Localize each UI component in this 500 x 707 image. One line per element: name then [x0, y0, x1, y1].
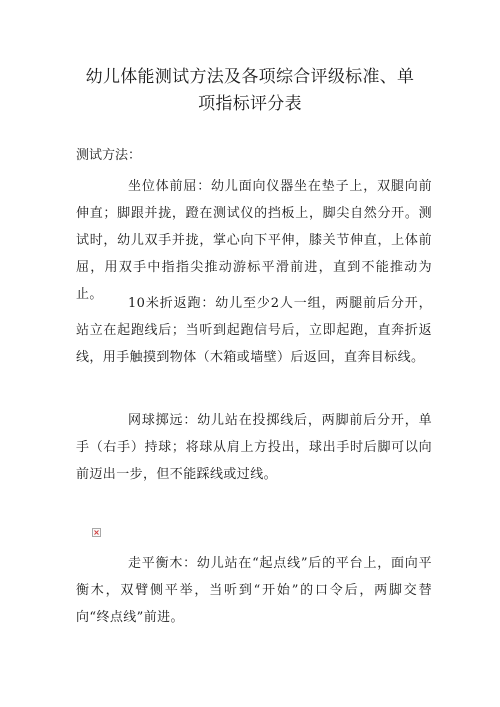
- paragraph-shuttle-run: 10米折返跑：幼儿至少2人一组，两腿前后分开，站立在起跑线后；当听到起跑信号后，立即起跑，直奔折返线，用手触摸到物体（木箱或墙壁）后返回，直奔目标线。: [76, 296, 432, 365]
- paragraph-balance-beam: 走平衡木：幼儿站在“起点线”后的平台上，面向平衡木，双臂侧平举，当听到“开始”的口令后，两脚交替向“终点线”前进。: [76, 556, 432, 625]
- title-line-1: 幼儿体能测试方法及各项综合评级标准、单: [85, 67, 415, 87]
- paragraph-sit-and-reach: 坐位体前屈：幼儿面向仪器坐在垫子上，双腿向前伸直；脚跟并拢，蹬在测试仪的挡板上，脚尖自然分开。测试时，幼儿双手并拢，掌心向下平伸，膝关节伸直，上体前屈，用双手中指指尖推动游标平滑前进，直到不能推动为止。: [76, 179, 432, 302]
- document-title: [60, 64, 440, 118]
- paragraph-tennis-ball-throw: 网球掷远：幼儿站在投掷线后，两脚前后分开，单手（右手）持球；将球从肩上方投出，球出手时后脚可以向前迈出一步，但不能踩线或过线。: [76, 413, 432, 482]
- broken-image-icon: [92, 528, 101, 537]
- section-label: 测试方法：: [76, 148, 142, 163]
- title-line-2: 项指标评分表: [198, 94, 302, 114]
